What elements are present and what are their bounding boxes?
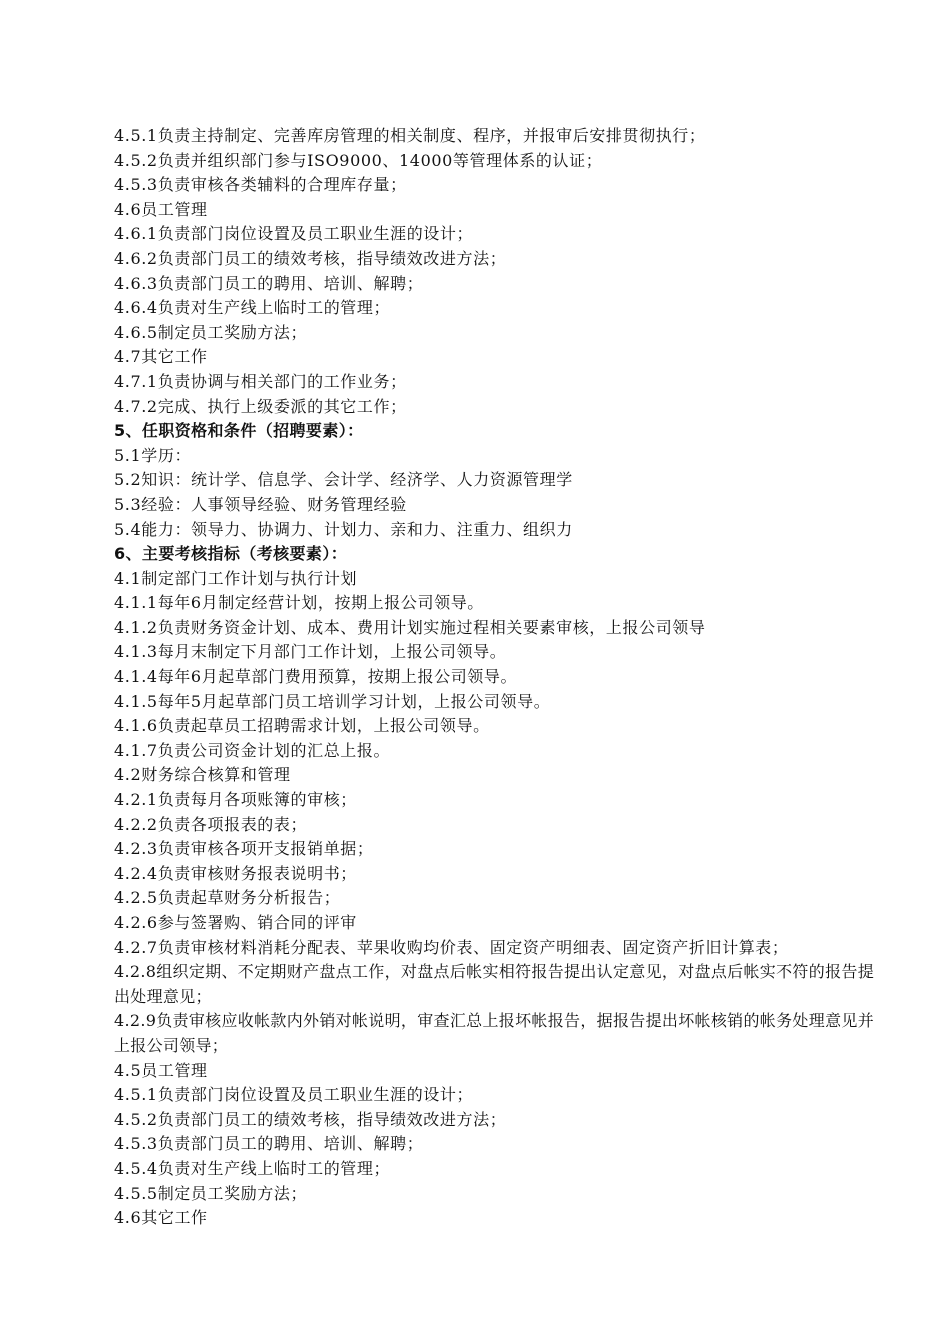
text-line: 5.4能力：领导力、协调力、计划力、亲和力、注重力、组织力	[114, 519, 573, 539]
text-line: 4.2.1负责每月各项账簿的审核；	[114, 790, 357, 810]
text-line: 4.2.6参与签署购、销合同的评审	[114, 913, 357, 932]
subsection-heading: 4.5员工管理	[114, 1060, 208, 1080]
text-line: 5.3经验：人事领导经验、财务管理经验	[114, 494, 407, 514]
text-line: 4.6.2负责部门员工的绩效考核，指导绩效改进方法；	[114, 248, 507, 268]
section-heading: 5、任职资格和条件（招聘要素）：	[114, 421, 364, 441]
text-line: 4.1.5每年5月起草部门员工培训学习计划，上报公司领导。	[114, 691, 551, 711]
text-line: 4.1.2负责财务资金计划、成本、费用计划实施过程相关要素审核，上报公司领导	[114, 617, 706, 637]
text-line: 4.5.3负责部门员工的聘用、培训、解聘；	[114, 1134, 424, 1154]
text-line: 4.2.4负责审核财务报表说明书；	[114, 863, 357, 883]
text-line: 4.5.4负责对生产线上临时工的管理；	[114, 1158, 391, 1178]
text-line: 4.7.1负责协调与相关部门的工作业务；	[114, 371, 407, 391]
text-line: 4.5.1负责主持制定、完善库房管理的相关制度、程序，并报审后安排贯彻执行；	[114, 126, 706, 145]
text-line: 4.5.2负责并组织部门参与ISO9000、14000等管理体系的认证；	[114, 150, 603, 170]
text-line: 4.5.1负责部门岗位设置及员工职业生涯的设计；	[114, 1085, 474, 1105]
subsection-heading: 4.6员工管理	[114, 199, 208, 219]
subsection-heading: 4.1制定部门工作计划与执行计划	[114, 568, 358, 588]
text-paragraph: 4.2.8组织定期、不定期财产盘点工作，对盘点后帐实相符报告提出认定意见，对盘点后帐实不符的报告提出处理意见；	[114, 962, 874, 1006]
text-line: 4.1.1每年6月制定经营计划，按期上报公司领导。	[114, 593, 484, 613]
text-line: 4.5.3负责审核各类辅料的合理库存量；	[114, 175, 407, 195]
text-line: 4.1.4每年6月起草部门费用预算，按期上报公司领导。	[114, 667, 518, 687]
text-line: 5.1学历：	[114, 445, 192, 465]
text-line: 4.7.2完成、执行上级委派的其它工作；	[114, 396, 407, 416]
text-paragraph: 4.2.9负责审核应收帐款内外销对帐说明，审查汇总上报坏帐报告，据报告提出坏帐核销的帐务处理意见并上报公司领导；	[114, 1011, 874, 1055]
subsection-heading: 4.7其它工作	[114, 347, 208, 367]
text-line: 4.6.3负责部门员工的聘用、培训、解聘；	[114, 273, 424, 293]
section-heading: 6、主要考核指标（考核要素）：	[114, 544, 348, 564]
subsection-heading: 4.2财务综合核算和管理	[114, 765, 291, 785]
document-body	[114, 124, 874, 1231]
text-line: 4.6.1负责部门岗位设置及员工职业生涯的设计；	[114, 224, 474, 244]
text-line: 4.1.3每月末制定下月部门工作计划，上报公司领导。	[114, 642, 507, 662]
text-line: 5.2知识：统计学、信息学、会计学、经济学、人力资源管理学	[114, 470, 573, 490]
text-line: 4.1.6负责起草员工招聘需求计划，上报公司领导。	[114, 716, 490, 736]
text-line: 4.6.4负责对生产线上临时工的管理；	[114, 298, 391, 318]
text-line: 4.2.2负责各项报表的表；	[114, 814, 308, 834]
text-line: 4.2.3负责审核各项开支报销单据；	[114, 839, 374, 859]
text-line: 4.6.5制定员工奖励方法；	[114, 322, 308, 342]
subsection-heading: 4.6其它工作	[114, 1208, 208, 1228]
text-line: 4.5.2负责部门员工的绩效考核，指导绩效改进方法；	[114, 1109, 507, 1129]
text-line: 4.2.5负责起草财务分析报告；	[114, 888, 341, 908]
text-line: 4.1.7负责公司资金计划的汇总上报。	[114, 740, 391, 760]
text-line: 4.2.7负责审核材料消耗分配表、苹果收购均价表、固定资产明细表、固定资产折旧计算表；	[114, 937, 789, 957]
text-line: 4.5.5制定员工奖励方法；	[114, 1183, 308, 1203]
